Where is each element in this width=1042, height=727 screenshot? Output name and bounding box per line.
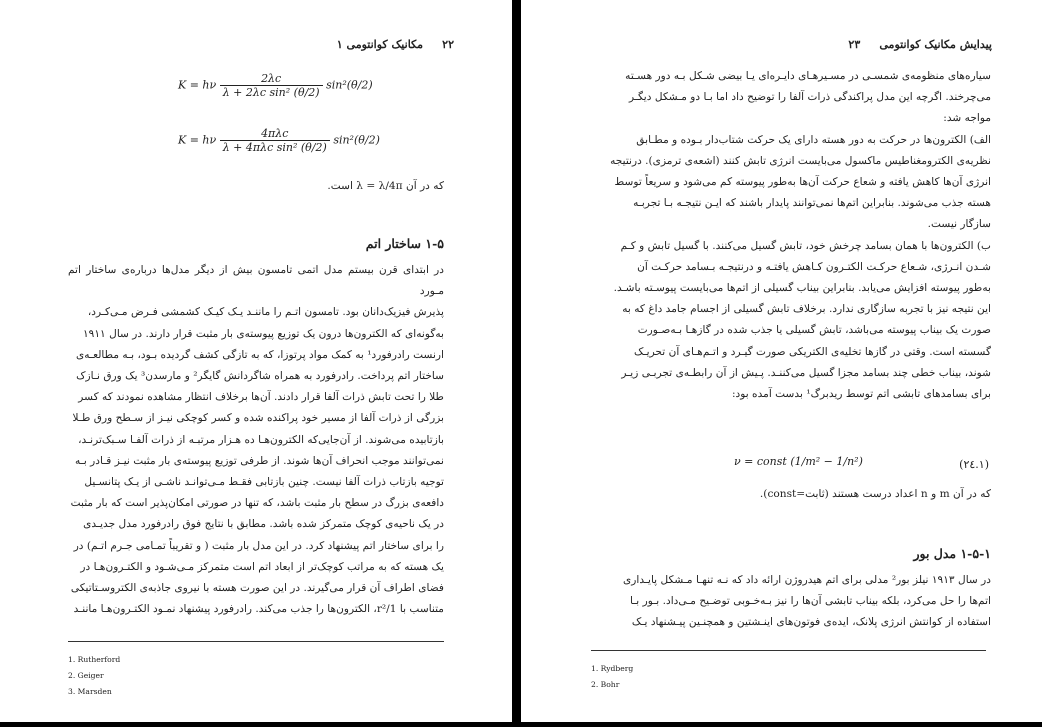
running-title: مکانیک کوانتومی ۱ xyxy=(336,38,424,51)
body-line: دافعه‌ی بزرگ در سطح بار مثبت باشد، که تنها در صورتی امکان‌پذیر است که بار مثبت xyxy=(70,497,444,510)
left-page xyxy=(0,0,512,722)
formula-1-trailing: sin²(θ/2) xyxy=(326,78,373,92)
body-line: بازتابیده می‌شوند. از آن‌جایی‌که الکترون‌هـا ده هـزار مرتبـه از ذرات آلفـا سـبک‌ترنـد، xyxy=(78,433,444,446)
body-line: الف) الکترون‌ها در حرکت به دور هسته دارای یک حرکت شتاب‌دار بـوده و مطـابق xyxy=(636,133,991,146)
formula-2-numerator: 4πλc xyxy=(220,127,330,141)
body-line: در سال ۱۹۱۳ نیلز بور² مدلی برای اتم هیدروژن ارائه داد که نـه تنهـا مـشکل پایـداری xyxy=(622,574,991,586)
footnote: 2. Geiger xyxy=(68,670,104,680)
body-line: نمی‌توانند موجب انحراف آن‌ها شوند. از طرفی توزیع پیوسته‌ی بار مثبت نیـز قـادر بـه xyxy=(75,454,444,467)
right-body-text-top xyxy=(596,66,991,405)
formula-2-lhs: K = hν xyxy=(178,133,217,147)
footnote: 1. Rydberg xyxy=(591,663,634,673)
body-line: یک هسته که به مراتب کوچک‌تر از ابعاد اتم است متمرکز مـی‌شـود و الکتـرون‌هـا در xyxy=(80,560,444,573)
running-title: پیدایش مکانیک کوانتومی xyxy=(879,38,992,51)
formula-1-lhs: K = hν xyxy=(178,78,217,92)
body-line: در یک ناحیه‌ی کوچک متمرکز شده باشد. مطابق با نتایج فوق رادرفورد مدل جدیـدی xyxy=(83,518,444,531)
page-gutter xyxy=(512,0,521,727)
body-line: در ابتدای قرن بیستم مدل اتمی تامسون بیش از دیگر مدل‌ها درباره‌ی ساختار اتم مـورد xyxy=(68,264,444,298)
body-line: شـدن انـرژی، شـعاع حرکـت الکتـرون کـاهش یافتـه و درنتیجـه بـسامد حرکـت آن xyxy=(637,260,991,273)
right-body-text-bottom xyxy=(596,570,991,634)
footnote: 3. Marsden xyxy=(68,686,112,696)
section-heading: ۱-۵ ساختار اتم xyxy=(365,236,444,251)
page-number: ۲۲ xyxy=(442,38,454,51)
section-heading: ۱-۵-۱ مدل بور xyxy=(913,546,991,561)
right-footnotes xyxy=(591,657,791,697)
formula-2-trailing: sin²(θ/2) xyxy=(333,133,380,147)
body-line: اتم‌ها را حل می‌کرد، بلکه بیناب تابشی آن‌ها را نیز بـه‌خـوبی توضـیح مـی‌داد. بـور بـا xyxy=(629,595,991,608)
rydberg-equation: ν = const (1/m² − 1/n²) xyxy=(734,455,863,468)
body-line: گسسته است. وقتی در گازها تخلیه‌ی الکتریکی صورت گیـرد و اتـم‌هـای آن تحریـک xyxy=(634,345,991,358)
body-line: نظریه‌ی الکترومغناطیس ماکسول می‌بایست انرژی تابش کنند (اشعه‌ی ترمزی). درنتیجه xyxy=(610,154,991,167)
formula-caption: که در آن λ = λ/4π است. xyxy=(327,180,444,192)
body-line: به‌طور پیوسته افزایش می‌یابد. بنابراین بیناب گسیلی از اتم‌ها می‌بایست پیوسـته باشـد. xyxy=(613,282,991,295)
equation-caption: که در آن m و n اعداد درست هستند (ثابت=const). xyxy=(759,488,991,500)
body-line: صورت یک بیناب پیوسته می‌باشد، تابش گسیلی یا جذب شده در گازهـا بـه‌صـورت xyxy=(637,324,991,337)
body-line: سازگار نیست. xyxy=(927,218,991,231)
body-line: بزرگی از ذرات آلفا از مسیر خود پراکنده شده و کسر کوچکی نیـز از سـطح ورق طـلا xyxy=(72,412,444,425)
body-line: استفاده از کوانتش انرژی پلانک، ایده‌ی فوتون‌های اینـشتین و همچنـین پیـشنهاد یـک xyxy=(631,616,991,629)
right-page-header xyxy=(592,38,992,51)
footnote-rule xyxy=(591,650,986,651)
body-line: انرژی آن‌ها کاهش یافته و شعاع حرکت آن‌ها به‌طور پیوسته کم می‌شود و سریعاً توسط xyxy=(614,176,991,189)
body-line: این نتیجه نیز با تجربه سازگاری ندارد. برخلاف تابش گسیلی از اجسام جامد داغ که به xyxy=(622,303,991,316)
body-line: مواجه شد: xyxy=(943,112,991,125)
body-line: سیاره‌های منظومه‌ی شمسـی در مسـیرهـای دایـره‌ای یـا بیضی شـکل بـه دور هسـته xyxy=(625,70,991,82)
body-line: را برای ساختار اتم پیشنهاد کرد. در این مدل بار مثبت ( و تقریباً تمـامی جـرم اتـم) در xyxy=(73,539,444,552)
body-line: ارنست رادرفورد¹ به کمک مواد پرتوزا، که به تازگی کشف گردیده بـود، بـه مطالعـه‌ی xyxy=(76,348,444,361)
body-line: به‌گونه‌ای که الکترون‌ها درون یک توزیع پیوسته‌ی بار مثبت قرار دارند. در سال ۱۹۱۱ xyxy=(82,327,444,340)
footnote: 1. Rutherford xyxy=(68,654,121,664)
equation-number: (۲٤.۱) xyxy=(959,458,989,471)
body-line: پذیرش فیزیک‌دانان بود. تامسون اتـم را ماننـد یـک کیـک کشمشی فـرض مـی‌کـرد، xyxy=(87,306,444,319)
formula-2 xyxy=(178,127,380,154)
formula-1 xyxy=(178,72,373,99)
page-number: ۲۳ xyxy=(848,38,861,51)
body-line: فضای اطراف آن قرار می‌گیرند. در این صورت هسته با نیروی جاذبه‌ی الکتروسـتاتیکی xyxy=(70,582,444,595)
body-line: طلا را تحت تابش ذرات آلفا قرار دادند. آن‌ها برخلاف انتظار مشاهده نمودند که کسر xyxy=(78,391,444,404)
body-line: متناسب با 1/r²، الکترون‌ها را جذب می‌کند. رادرفورد پیشنهاد نمـود الکتـرون‌هـا ماننـد xyxy=(73,603,444,616)
body-line: می‌چرخند. اگرچه این مدل پراکندگی ذرات آلفا را توضیح داد اما بـا دو مـشکل دیگـر xyxy=(629,91,991,104)
body-line: هسته جذب می‌شوند. بنابراین اتم‌ها نمی‌توانند پایدار باشند که ایـن نتیجـه بـا تجربـه xyxy=(633,197,991,210)
left-page-header xyxy=(54,38,454,51)
right-page xyxy=(521,0,1042,722)
body-line: ساختار اتم پرداخت. رادرفورد به همراه شاگردانش گایگر² و مارسدن³ یک ورق نـازک xyxy=(76,370,444,383)
body-line: شوند، بیناب خطی چند بسامد مجزا گسیل می‌کننـد. پـیش از آن رابطـه‌ی تجربـی زیـر xyxy=(621,366,991,379)
left-body-text xyxy=(68,260,444,620)
footnote-rule xyxy=(68,641,444,642)
footnote: 2. Bohr xyxy=(591,679,620,689)
body-line: توجیه بازتاب ذرات آلفا نیست. چنین بازتابی فقـط مـی‌توانـد ناشـی از یـک پتانسـیل xyxy=(84,476,444,489)
body-line: برای بسامدهای تابشی اتم توسط ریدبرگ¹ بدست آمده بود: xyxy=(731,388,991,401)
left-footnotes xyxy=(68,648,268,704)
formula-1-denominator: λ + 2λc sin² (θ/2) xyxy=(222,86,320,99)
body-line: ب) الکترون‌ها با همان بسامد چرخش خود، تابش گسیل می‌کنند. با گسیل تابش و کـم xyxy=(620,239,991,252)
formula-1-fraction xyxy=(220,72,323,99)
formula-2-fraction xyxy=(220,127,330,154)
formula-2-denominator: λ + 4πλc sin² (θ/2) xyxy=(222,141,327,154)
formula-1-numerator: 2λc xyxy=(220,72,323,86)
